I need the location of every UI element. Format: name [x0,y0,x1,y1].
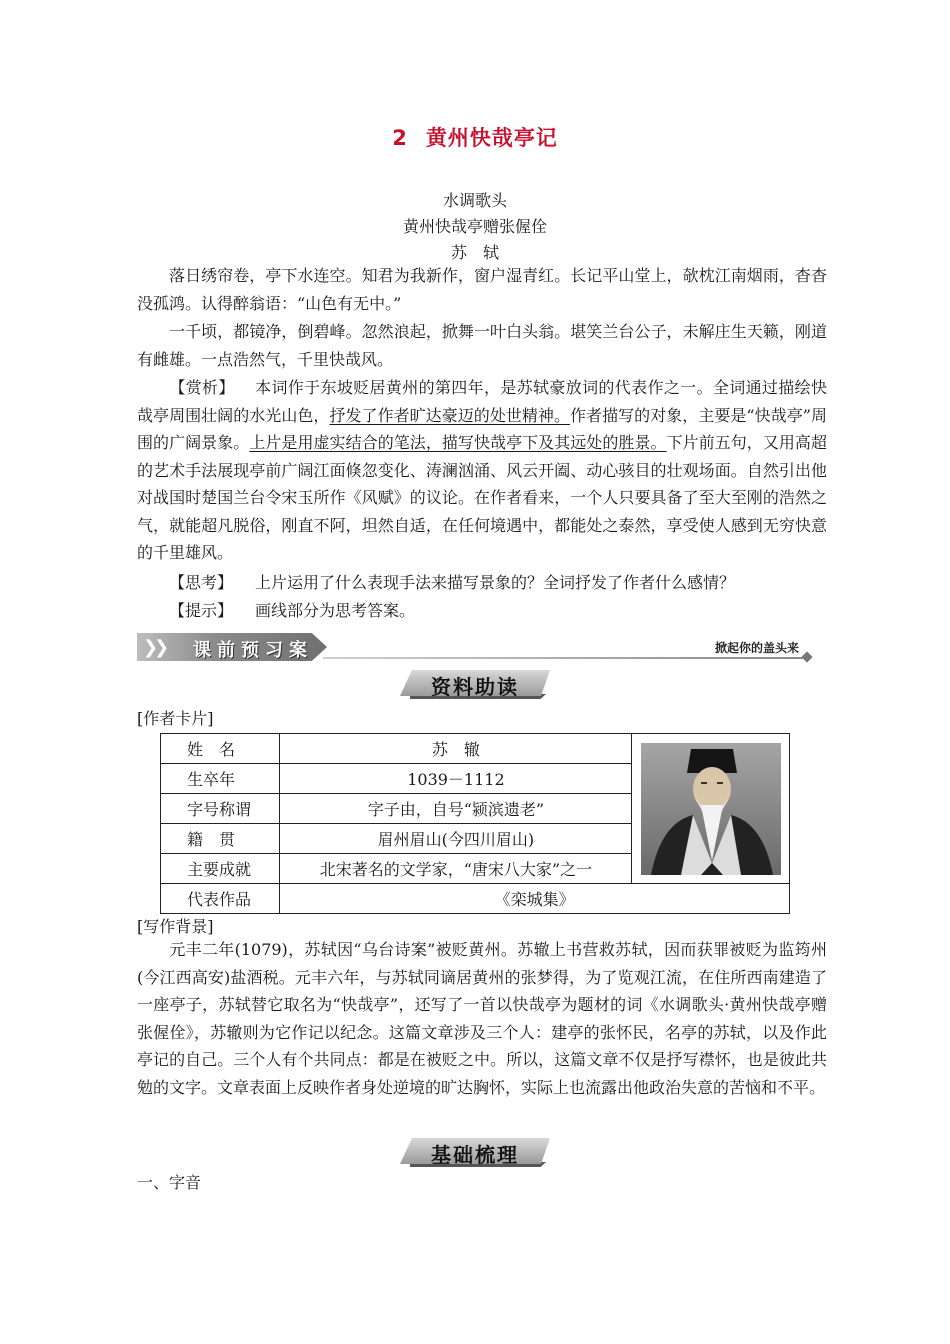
author-card-label: [作者卡片] [137,709,214,728]
hint-tag: 【提示】 [169,601,234,620]
quote-mark-icon: ❞ [402,1140,408,1151]
table-key-cell: 籍 贯 [161,824,280,854]
section-heading-materials [0,670,950,702]
background-label: [写作背景] [137,917,214,936]
analysis-underline-1: 抒发了作者旷达豪迈的处世精神。 [329,405,571,425]
poem-tune: 水调歌头 [442,191,507,210]
lesson-title: 黄州快哉亭记 [425,126,558,150]
background-paragraph [137,936,827,1101]
table-value-cell: 《栾城集》 [280,884,790,914]
analysis-paragraph [137,374,827,567]
table-value-cell: 眉州眉山(今四川眉山) [280,824,632,854]
table-value-cell: 苏 辙 [280,734,632,764]
section-badge [400,670,550,700]
think-tag: 【思考】 [169,573,234,592]
table-value-cell: 字子由，自号“颍滨遗老” [280,794,632,824]
section-title: 资料助读 [431,675,519,699]
banner-slogan: 掀起你的盖头来 [714,641,799,655]
banner-label: 课前预习案 [193,640,313,661]
table-key-cell: 主要成就 [161,854,280,884]
poem-subtitle: 黄州快哉亭赠张偓佺 [402,217,547,236]
poem-stanza-2-text: 一千顷，都镜净，倒碧峰。忽然浪起，掀舞一叶白头翁。堪笑兰台公子，未解庄生天籁，刚道有雌雄。一点浩然气，千里快哉风。 [137,322,827,369]
preview-banner [137,633,817,663]
background-text: 元丰二年(1079)，苏轼因“乌台诗案”被贬黄州。苏辙上书营救苏轼，因而获罪被贬为监筠州(今江西高安)盐酒税。元丰六年，与苏轼同谪居黄州的张梦得，为了览观江流，在住所西南建造了一座亭子，苏轼替它取名为“快哉亭”，还写了一首以快哉亭为题材的词《水调歌头·黄州快哉亭赠张偓佺》，苏辙则为它作记以纪念。这篇文章涉及三个人：建亭的张怀民，名亭的苏轼，以及作此亭记的自己。三个人有个共同点：都是在被贬之中。所以，这篇文章不仅是抒写襟怀，也是彼此共勉的文字。文章表面上反映作者身处逆境的旷达胸怀，实际上也流露出他政治失意的苦恼和不平。 [137,940,827,1097]
analysis-underline-2: 上片是用虚实结合的笔法，描写快哉亭下及其远处的胜景。 [249,433,667,452]
think-line [137,570,735,593]
lesson-number: 2 [392,126,408,150]
poem-author: 苏 轼 [450,243,499,262]
section-title: 基础梳理 [431,1143,519,1167]
table-value-cell: 1039－1112 [280,764,632,794]
section-badge [400,1138,550,1168]
double-chevron-icon: ❯❯ [143,637,166,658]
analysis-text-2: 作者描写的对象，主要是“快哉亭”周围的广阔景象。 [137,405,827,452]
diamond-icon [801,651,812,662]
table-row [161,734,790,764]
table-key-cell: 字号称谓 [161,794,280,824]
hint-line [137,598,415,621]
author-portrait-image [641,743,781,875]
poem-stanza-1-text: 落日绣帘卷，亭下水连空。知君为我新作，窗户湿青红。长记平山堂上，欹枕江南烟雨，杳杳没孤鸿。认得醉翁语：“山色有无中。” [137,266,827,313]
table-key-cell: 姓 名 [161,734,280,764]
banner-rule [323,657,807,659]
analysis-text-3: 下片前五句，又用高超的艺术手法展现亭前广阔江面倏忽变化、涛澜汹涌、风云开阖、动心骇目的壮观场面。自然引出他对战国时楚国兰台令宋玉所作《风赋》的议论。在作者看来，一个人只要具备了至大至刚的浩然之气，就能超凡脱俗，刚直不阿，坦然自适，在任何境遇中，都能处之泰然，享受使人感到无穷快意的千里雄风。 [137,433,827,562]
quote-mark-icon: ❞ [402,672,408,683]
poem-stanza-1 [137,262,827,317]
outline-item-1: 一、字音 [137,1173,202,1192]
portrait-cell [632,734,790,884]
hint-text: 画线部分为思考答案。 [255,601,416,620]
table-value-cell: 北宋著名的文学家，“唐宋八大家”之一 [280,854,632,884]
table-key-cell: 代表作品 [161,884,280,914]
author-info-table [160,733,790,914]
table-key-cell: 生卒年 [161,764,280,794]
analysis-tag: 【赏析】 [169,378,235,397]
think-text: 上片运用了什么表现手法来描写景象的？全词抒发了作者什么感情？ [255,573,736,592]
page-title [0,122,950,152]
poem-stanza-2 [137,318,827,373]
table-row [161,884,790,914]
analysis-text-1: 本词作于东坡贬居黄州的第四年，是苏轼豪放词的代表作之一。全词通过描绘快哉亭周围壮阔的水光山色， [137,378,827,425]
section-heading-basics [0,1138,950,1170]
